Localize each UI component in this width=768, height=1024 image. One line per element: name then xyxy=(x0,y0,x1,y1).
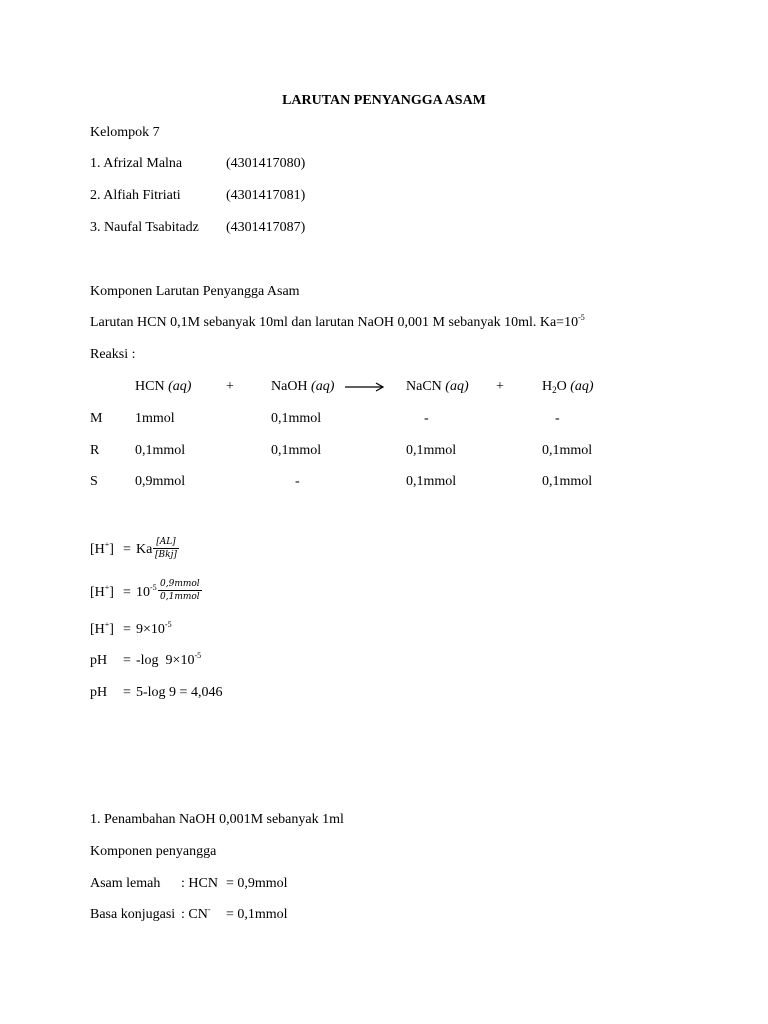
problem-text: Larutan HCN 0,1M sebanyak 10ml dan larutan NaOH 0,001 M sebanyak 10ml. Ka=10 xyxy=(90,315,579,330)
table-cell: 0,1mmol xyxy=(542,443,593,458)
document-title: LARUTAN PENYANGGA ASAM xyxy=(282,93,486,108)
reaction-label: Reaksi : xyxy=(90,347,136,362)
table-cell: - xyxy=(424,411,429,426)
component-label: Asam lemah xyxy=(90,876,161,891)
member-id: (4301417080) xyxy=(226,156,306,171)
fraction-denominator: [Bkj] xyxy=(155,550,177,560)
member-name: 1. Afrizal Malna xyxy=(90,156,183,171)
group-label: Kelompok 7 xyxy=(90,125,160,140)
problem-statement xyxy=(90,315,585,331)
row-label: S xyxy=(90,474,98,489)
reaction-arrow-icon xyxy=(345,382,385,392)
equals-sign: = xyxy=(123,622,131,637)
ka-value: $10^{-5}$ xyxy=(136,583,157,600)
plus-sign: + xyxy=(226,379,234,394)
table-cell: 0,9mmol xyxy=(135,474,186,489)
ph-label: pH xyxy=(90,685,108,700)
ph-expression: -log $9\times 10^{-5}$ xyxy=(136,651,202,668)
ratio-fraction xyxy=(153,537,179,560)
table-cell: 0,1mmol xyxy=(406,474,457,489)
table-cell: - xyxy=(555,411,560,426)
section-heading: Komponen Larutan Penyangga Asam xyxy=(90,284,300,299)
member-id: (4301417081) xyxy=(226,188,306,203)
equals-sign: = xyxy=(123,585,131,600)
product-nacn: NaCN (aq) xyxy=(406,379,469,394)
row-label: M xyxy=(90,411,103,426)
subsection-heading: Komponen penyangga xyxy=(90,844,217,859)
row-label: R xyxy=(90,443,100,458)
equals-sign: = xyxy=(123,685,131,700)
member-name: 3. Naufal Tsabitadz xyxy=(90,220,199,235)
table-cell: 0,1mmol xyxy=(542,474,593,489)
component-label: Basa konjugasi xyxy=(90,907,176,922)
product-water: $H_2O$ (aq) xyxy=(542,379,594,395)
ka-exponent: -5 xyxy=(578,313,585,322)
equals-sign: = xyxy=(123,542,131,557)
equals-sign: = xyxy=(123,653,131,668)
fraction-numerator: 0,9mmol xyxy=(160,579,200,589)
member-name: 2. Alfiah Fitriati xyxy=(90,188,181,203)
table-cell: 0,1mmol xyxy=(406,443,457,458)
h-ion-label: [H+] xyxy=(90,540,114,557)
ph-result: 5-log 9 = 4,046 xyxy=(136,685,223,700)
fraction-numerator: [AL] xyxy=(156,537,176,547)
component-value: = 0,1mmol xyxy=(226,907,288,922)
h-ion-value: $9\times 10^{-5}$ xyxy=(136,620,172,637)
table-cell: 0,1mmol xyxy=(135,443,186,458)
reactant-naoh: NaOH (aq) xyxy=(271,379,335,394)
table-cell: 0,1mmol xyxy=(271,411,322,426)
member-id: (4301417087) xyxy=(226,220,306,235)
ratio-fraction xyxy=(158,579,202,602)
h-ion-label: [H+] xyxy=(90,583,114,600)
table-cell: 0,1mmol xyxy=(271,443,322,458)
table-cell: - xyxy=(295,474,300,489)
fraction-denominator: 0,1mmol xyxy=(160,592,200,602)
ph-label: pH xyxy=(90,653,108,668)
component-species: : HCN xyxy=(181,876,218,891)
component-species: : CN- xyxy=(181,905,211,922)
section-heading: 1. Penambahan NaOH 0,001M sebanyak 1ml xyxy=(90,812,344,827)
table-cell: 1mmol xyxy=(135,411,175,426)
h-ion-label: [H+] xyxy=(90,620,114,637)
reactant-hcn: HCN (aq) xyxy=(135,379,192,394)
plus-sign: + xyxy=(496,379,504,394)
ka-symbol: Ka xyxy=(136,542,153,557)
component-value: = 0,9mmol xyxy=(226,876,288,891)
